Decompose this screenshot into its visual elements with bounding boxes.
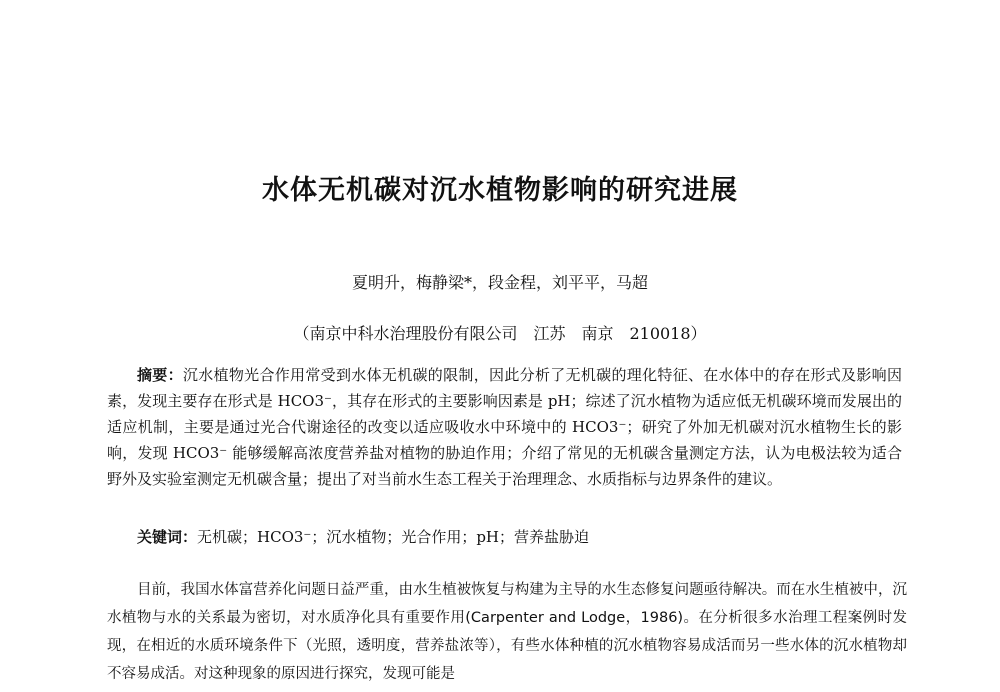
keywords-label: 关键词： — [137, 528, 198, 546]
abstract-text: 沉水植物光合作用常受到水体无机碳的限制，因此分析了无机碳的理化特征、在水体中的存在形式及影响因素，发现主要存在形式是 HCO3⁻，其存在形式的主要影响因素是 pH；综述了沉水植物为适应低无机碳环境而发展出的适应机制，主要是通过光合代谢途径的改变以适应吸收水中环境中的 HCO3⁻；研究了外加无机碳对沉水植物生长的影响，发现 HCO3⁻ 能够缓解高浓度营养盐对植物的胁迫作用；介绍了常见的无机碳含量测定方法，认为电极法较为适合野外及实验室测定无机碳含量；提出了对当前水生态工程关于治理理念、水质指标与边界条件的建议。 — [107, 366, 902, 488]
paper-title: 水体无机碳对沉水植物影响的研究进展 — [262, 175, 738, 206]
affiliation: （南京中科水治理股份有限公司 江苏 南京 210018） — [293, 324, 707, 343]
abstract-paragraph — [107, 362, 902, 492]
body-section — [107, 576, 907, 688]
abstract — [107, 362, 902, 492]
abstract-label: 摘要： — [137, 366, 183, 384]
author-list: 夏明升，梅静梁*，段金程，刘平平，马超 — [351, 273, 648, 292]
body-paragraph: 目前，我国水体富营养化问题日益严重，由水生植被恢复与构建为主导的水生态修复问题亟待解决。而在水生植被中，沉水植物与水的关系最为密切，对水质净化具有重要作用(Carpenter and Lodge，1986)。在分析很多水治理工程案例时发现，在相近的水质环境条件下（光照，透明度，营养盐浓等），有些水体种植的沉水植物容易成活而另一些水体的沉水植物却不容易成活。对这种现象的原因进行探究，发现可能是 — [107, 582, 907, 682]
keywords-text: 无机碳；HCO3⁻；沉水植物；光合作用；pH；营养盐胁迫 — [197, 528, 590, 546]
keywords — [137, 524, 897, 550]
